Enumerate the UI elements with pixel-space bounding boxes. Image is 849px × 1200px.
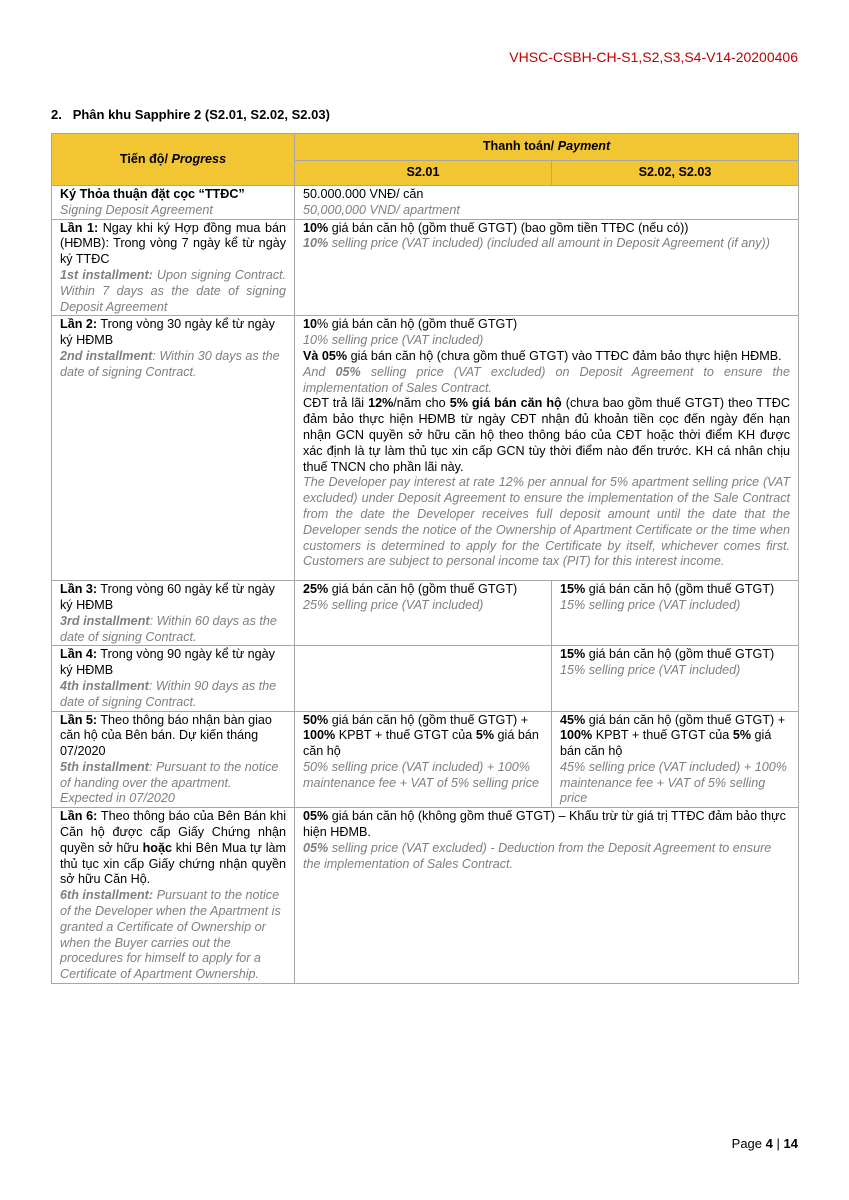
table-row	[52, 316, 799, 581]
progress-cell: Lần 1: Ngay khi ký Hợp đồng mua bán (HĐMB): Trong vòng 7 ngày kể từ ngày ký TTĐC 1st installment: Upon signing Contract. Within 7 days as the date of signing Deposit Agreement	[52, 219, 295, 316]
payment-cell: 10% giá bán căn hộ (gồm thuế GTGT) 10% selling price (VAT included) Và 05% giá bán căn hộ (chưa gồm thuế GTGT) vào TTĐC đảm bảo thực hiện HĐMB. And 05% selling price (VAT excluded) on Deposit Agreement to ensure the implementation of Sales Contract. CĐT trả lãi 12%/năm cho 5% giá bán căn hộ (chưa bao gồm thuế GTGT) theo TTĐC đảm bảo thực hiện HĐMB từ ngày CĐT nhận đủ khoản tiền cọc đến ngày đến hạn nhận GCN quyền sở hữu căn hộ theo thông báo của CĐT hoặc thời điểm KH được xác định là tự làm thủ tục xin cấp GCN tùy thời điểm nào đến trước. KH cá nhân chịu thuế TNCN cho phần lãi này. The Developer pay interest at rate 12% per annual for 5% apartment selling price (VAT excluded) under Deposit Agreement to ensure the implementation of the Sale Contract from the date the Developer receives full deposit amount until the date that the Developer sends the notice of the Ownership of Apartment Certificate or the time when customers is determined to apply for the Certificate by itself, whichever comes first. Customers are subject to personal income tax (PIT) for this interest income.	[295, 316, 799, 581]
header-progress: Tiến độ/ Progress	[52, 134, 295, 186]
table-row	[52, 808, 799, 984]
progress-cell: Lần 5: Theo thông báo nhận bàn giao căn hộ của Bên bán. Dự kiến tháng 07/2020 5th installment: Pursuant to the notice of handing over the apartment. Expected in 07/2020	[52, 711, 295, 808]
progress-cell: Lần 3: Trong vòng 60 ngày kể từ ngày ký HĐMB 3rd installment: Within 60 days as the date of signing Contract.	[52, 581, 295, 646]
document-code: VHSC-CSBH-CH-S1,S2,S3,S4-V14-20200406	[509, 49, 798, 65]
table-header-row	[52, 134, 799, 161]
section-name: Phân khu Sapphire 2 (S2.01, S2.02, S2.03)	[72, 107, 330, 122]
progress-cell: Lần 6: Theo thông báo của Bên Bán khi Căn hộ được cấp Giấy Chứng nhận quyền sở hữu hoặc khi Bên Mua tự làm thủ tục xin cấp Giấy chứng nhận quyền sở hữu Căn Hộ. 6th installment: Pursuant to the notice of the Developer when the Apartment is granted a Certificate of Ownership or when the Buyer carries out the procedures for himself to apply for a Certificate of Apartment Ownership.	[52, 808, 295, 984]
payment-cell-s2-02-s2-03: 45% giá bán căn hộ (gồm thuế GTGT) + 100% KPBT + thuế GTGT của 5% giá bán căn hộ 45% selling price (VAT included) + 100% maintenance fee + VAT of 5% selling price	[552, 711, 799, 808]
payment-cell-s2-01: 25% giá bán căn hộ (gồm thuế GTGT) 25% selling price (VAT included)	[295, 581, 552, 646]
payment-schedule-table	[51, 133, 799, 984]
section-title	[51, 107, 330, 122]
payment-cell-s2-01: 50% giá bán căn hộ (gồm thuế GTGT) + 100% KPBT + thuế GTGT của 5% giá bán căn hộ 50% selling price (VAT included) + 100% maintenance fee + VAT of 5% selling price	[295, 711, 552, 808]
payment-cell-s2-01	[295, 646, 552, 711]
section-number: 2.	[51, 107, 62, 122]
table-row	[52, 646, 799, 711]
page-number: Page 4 | 14	[731, 1136, 798, 1151]
header-col-s2-01: S2.01	[295, 161, 552, 186]
payment-cell: 50.000.000 VNĐ/ căn 50,000,000 VND/ apartment	[295, 186, 799, 220]
payment-cell: 10% giá bán căn hộ (gồm thuế GTGT) (bao gồm tiền TTĐC (nếu có)) 10% selling price (VAT included) (included all amount in Deposit Agreement (if any))	[295, 219, 799, 316]
table-row	[52, 581, 799, 646]
header-payment: Thanh toán/ Payment	[295, 134, 799, 161]
progress-cell: Lần 4: Trong vòng 90 ngày kể từ ngày ký HĐMB 4th installment: Within 90 days as the date of signing Contract.	[52, 646, 295, 711]
header-col-s2-02-s2-03: S2.02, S2.03	[552, 161, 799, 186]
table-row	[52, 219, 799, 316]
table-row	[52, 186, 799, 220]
progress-cell: Lần 2: Trong vòng 30 ngày kể từ ngày ký HĐMB 2nd installment: Within 30 days as the date of signing Contract.	[52, 316, 295, 581]
payment-cell-s2-02-s2-03: 15% giá bán căn hộ (gồm thuế GTGT) 15% selling price (VAT included)	[552, 581, 799, 646]
table-row	[52, 711, 799, 808]
payment-cell: 05% giá bán căn hộ (không gồm thuế GTGT) – Khấu trừ từ giá trị TTĐC đảm bảo thực hiện HĐMB. 05% selling price (VAT excluded) - Deduction from the Deposit Agreement to ensure the implementation of Sales Contract.	[295, 808, 799, 984]
payment-cell-s2-02-s2-03: 15% giá bán căn hộ (gồm thuế GTGT) 15% selling price (VAT included)	[552, 646, 799, 711]
progress-cell: Ký Thỏa thuận đặt cọc “TTĐC” Signing Deposit Agreement	[52, 186, 295, 220]
